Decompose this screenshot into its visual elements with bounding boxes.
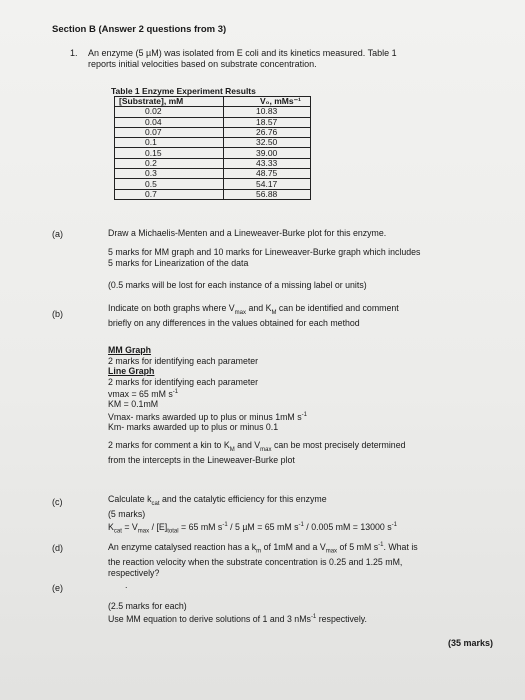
- table-row: [115, 148, 311, 158]
- substrate-cell: 0.07: [115, 127, 224, 137]
- line-graph-heading: Line Graph: [108, 366, 155, 376]
- mm-graph-heading: MM Graph: [108, 345, 152, 355]
- question-number: 1.: [70, 48, 78, 58]
- part-e-text: [108, 601, 367, 624]
- velocity-cell: 32.50: [224, 138, 311, 148]
- part-c-text: [108, 494, 397, 537]
- velocity-cell: 48.75: [224, 169, 311, 179]
- part-e-line-1: Use MM equation to derive solutions of 1 and 3 nMs$^{-1}$ respectively.: [108, 613, 367, 624]
- vmax-value: vmax = 65 mM $s^{-1}$: [108, 388, 179, 399]
- table-header-row: [115, 97, 311, 107]
- mm-graph-marks: 2 marks for identifying each parameter: [108, 355, 259, 366]
- question-line-1: An enzyme (5 µM) was isolated from E coli and its kinetics measured. Table 1: [88, 48, 397, 58]
- part-d-line-2: the reaction velocity when the substrate concentration is 0.25 and 1.25 mM,: [108, 557, 403, 568]
- substrate-cell: 0.5: [115, 179, 224, 189]
- velocity-cell: 56.88: [224, 189, 311, 199]
- part-c-label: (c): [52, 497, 63, 507]
- part-d-text: [108, 540, 418, 578]
- table-body: [115, 107, 311, 200]
- part-c-line-1: Calculate $k_{cat}$ and the catalytic efficiency for this enzyme: [108, 494, 327, 507]
- substrate-cell: 0.15: [115, 148, 224, 158]
- kcat-equation: $K_{cat} = V_{max} / [E]_{total} = 65$ mM $s^{-1} / 5$ µM = 65 mM $s^{-1} / 0.005$ mM = 13000 $s^{-1}$: [108, 521, 397, 535]
- part-a-marks-line-1: 5 marks for MM graph and 10 marks for Lineweaver-Burke graph which includes: [108, 247, 421, 257]
- column-header-velocity: V₀, mMs⁻¹: [224, 97, 311, 107]
- substrate-cell: 0.1: [115, 138, 224, 148]
- table-row: [115, 117, 311, 127]
- table-row: [115, 169, 311, 179]
- velocity-cell: 43.33: [224, 158, 311, 168]
- velocity-cell: 18.57: [224, 117, 311, 127]
- total-marks: (35 marks): [447, 638, 493, 648]
- part-b-answer: [108, 345, 307, 433]
- section-title: Section B (Answer 2 questions from 3): [52, 24, 227, 35]
- part-b-line-1: Indicate on both graphs where $V_{max}$ and $K_M$ can be identified and comment: [108, 303, 399, 316]
- part-a-marks: [108, 247, 420, 268]
- table-row: [115, 179, 311, 189]
- substrate-cell: 0.04: [115, 117, 224, 127]
- part-b-comment-line-2: from the intercepts in the Lineweaver-Burke plot: [108, 455, 295, 466]
- km-marks: Km- marks awarded up to plus or minus 0.1: [108, 422, 279, 433]
- part-d-line-3: respectively?: [108, 567, 160, 578]
- part-e-dot: .: [125, 580, 128, 590]
- part-a-note: (0.5 marks will be lost for each instance of a missing label or units): [108, 280, 367, 290]
- table-row: [115, 189, 311, 199]
- table-caption: Table 1 Enzyme Experiment Results: [111, 86, 256, 96]
- table-row: [115, 127, 311, 137]
- part-e-label: (e): [52, 583, 63, 593]
- velocity-cell: 26.76: [224, 127, 311, 137]
- line-graph-marks: 2 marks for identifying each parameter: [108, 376, 259, 387]
- table-row: [115, 107, 311, 117]
- part-b-line-2: briefly on any differences in the values obtained for each method: [108, 318, 360, 329]
- table-row: [115, 158, 311, 168]
- substrate-cell: 0.2: [115, 158, 224, 168]
- part-d-line-1: An enzyme catalysed reaction has a $k_m$ of 1mM and a $V_{max}$ of 5 mM $s^{-1}$. What is: [108, 541, 418, 555]
- part-a-text: Draw a Michaelis-Menten and a Lineweaver-Burke plot for this enzyme.: [108, 228, 387, 238]
- part-e-marks: (2.5 marks for each): [108, 601, 187, 611]
- results-table: [114, 96, 311, 200]
- velocity-cell: 54.17: [224, 179, 311, 189]
- substrate-cell: 0.3: [115, 169, 224, 179]
- question-line-2: reports initial velocities based on substrate concentration.: [88, 59, 317, 69]
- part-a-label: (a): [52, 229, 63, 239]
- part-d-label: (d): [52, 543, 63, 553]
- table-row: [115, 138, 311, 148]
- part-b-comment-line-1: 2 marks for comment a kin to $K_M$ and $V_{max}$ can be most precisely determined: [108, 440, 406, 453]
- km-value: KM = 0.1mM: [108, 399, 159, 410]
- substrate-cell: 0.7: [115, 189, 224, 199]
- vmax-marks: Vmax- marks awarded up to plus or minus 1mM $s^{-1}$: [108, 411, 307, 422]
- velocity-cell: 39.00: [224, 148, 311, 158]
- part-c-marks: (5 marks): [108, 509, 146, 520]
- part-b-label: (b): [52, 309, 63, 319]
- part-b-comment: [108, 440, 406, 466]
- substrate-cell: 0.02: [115, 107, 224, 117]
- part-a-marks-line-2: 5 marks for Linearization of the data: [108, 257, 249, 268]
- part-b-text: [108, 303, 399, 329]
- question-intro: [88, 48, 397, 70]
- column-header-substrate: [Substrate], mM: [115, 97, 224, 107]
- velocity-cell: 10.83: [224, 107, 311, 117]
